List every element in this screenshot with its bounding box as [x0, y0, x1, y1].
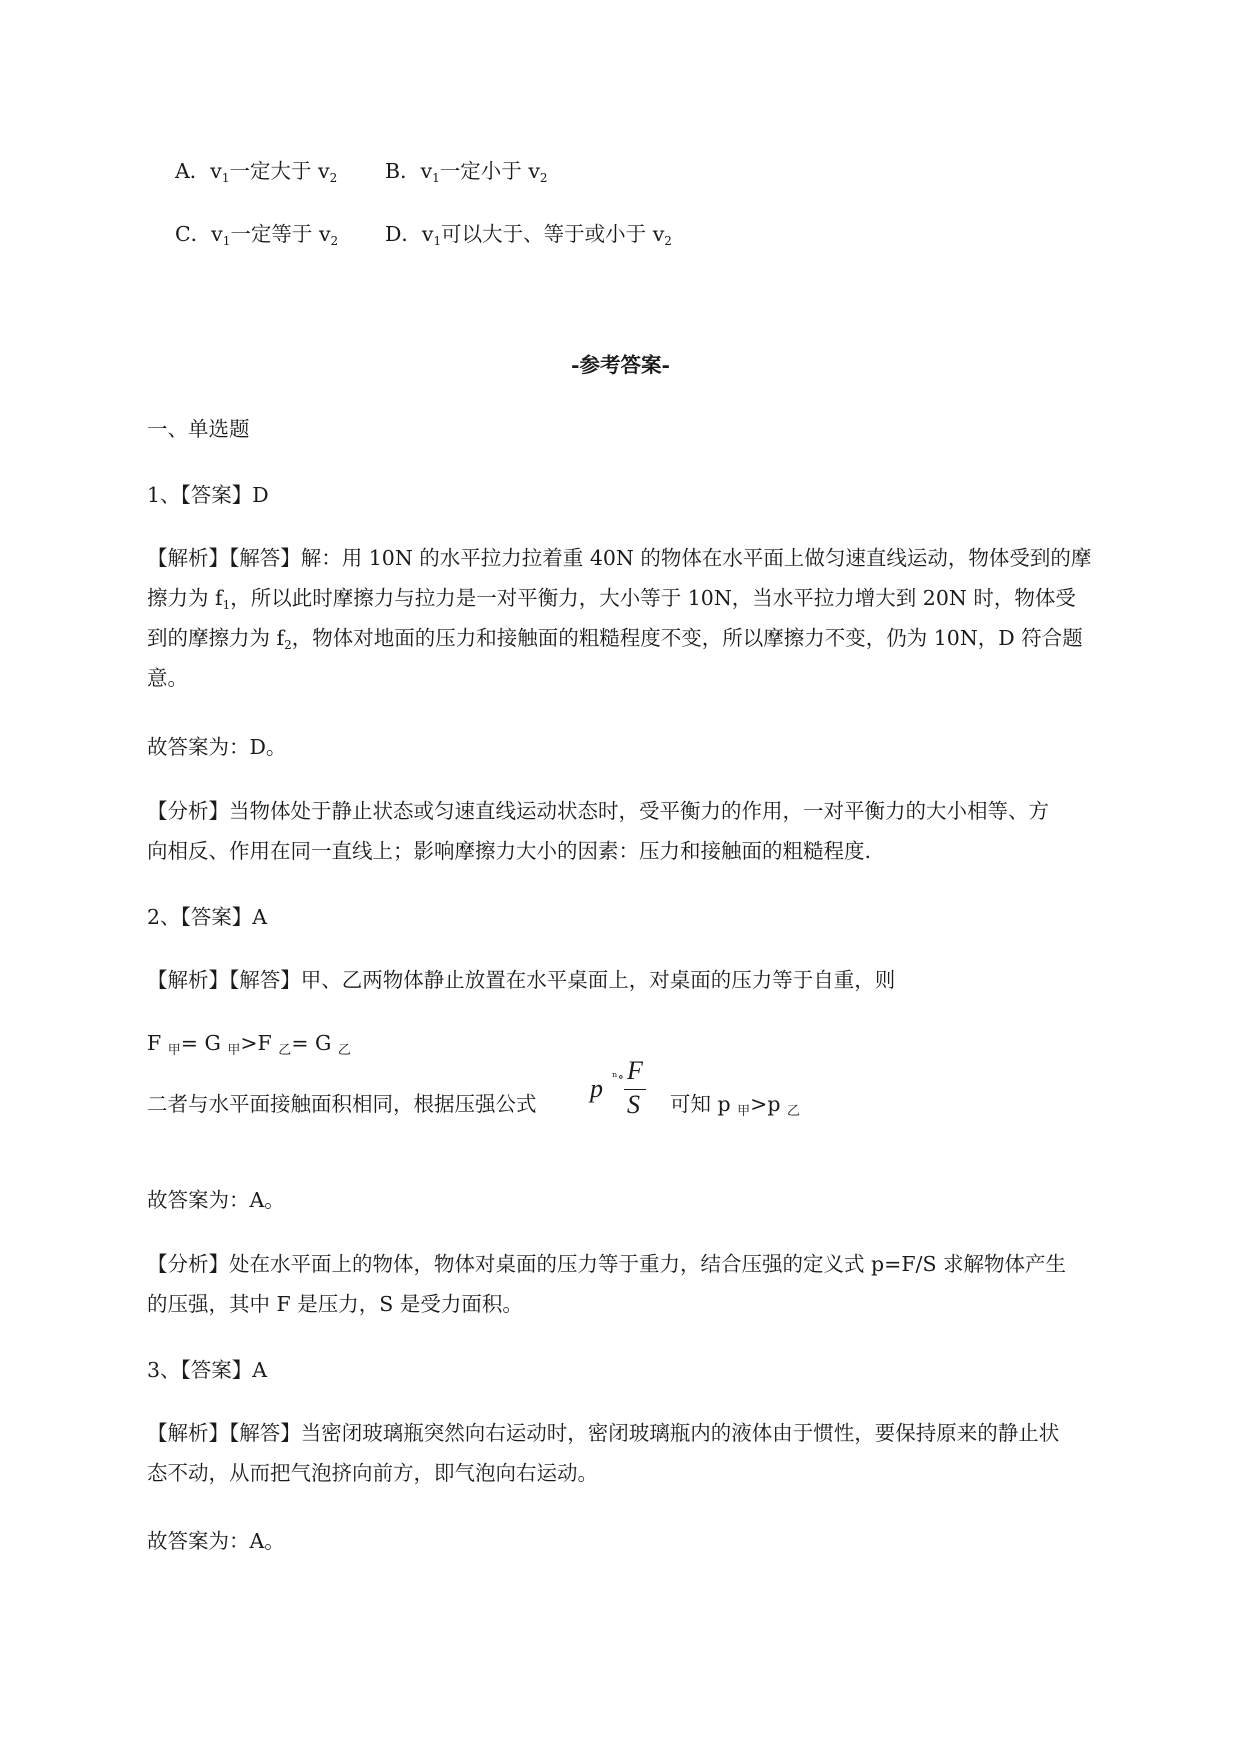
option-c: C．$v_1$一定等于 $v_2$ [175, 222, 339, 248]
option-a: A．$v_1$一定大于 $v_2$ [175, 159, 338, 185]
q1-answer: 1、【答案】D [147, 483, 269, 507]
q2-note-line-1: 【分析】处在水平面上的物体，物体对桌面的压力等于重力，结合压强的定义式 p=F/S 求解物体产生 [147, 1252, 1067, 1276]
q3-analysis [147, 1413, 1147, 1493]
formula-numerator: F [627, 1056, 643, 1085]
q1-analysis-line-1: 【解析】【解答】解：用 10N 的水平拉力拉着重 40N 的物体在水平面上做匀速直线运动，物体受到的摩 [147, 546, 1092, 570]
q2-analysis-line-3b: 可知 p $_甲$>p $_乙$ [670, 1092, 801, 1119]
q1-note-line-2: 向相反、作用在同一直线上；影响摩擦力大小的因素：压力和接触面的粗糙程度. [147, 839, 872, 863]
formula-p: p [590, 1074, 603, 1103]
q2-answer: 2、【答案】A [147, 905, 268, 929]
formula-denominator: S [627, 1090, 640, 1119]
q2-formula: F $_甲$= G $_甲$>F $_乙$= G $_乙$ [147, 1031, 351, 1058]
answer-heading: -参考答案- [570, 353, 671, 377]
q3-analysis-line-2: 态不动，从而把气泡挤向前方，即气泡向右运动。 [147, 1461, 598, 1485]
formula-mark: ⁿ∘ [612, 1070, 624, 1085]
q1-analysis-line-4: 意。 [147, 666, 188, 690]
pressure-formula [590, 1056, 643, 1136]
q1-conclusion: 故答案为：D。 [147, 735, 287, 759]
q1-note-line-1: 【分析】当物体处于静止状态或匀速直线运动状态时，受平衡力的作用，一对平衡力的大小相等、方 [147, 799, 1049, 823]
q1-note [147, 791, 1147, 871]
q1-analysis-line-2: 擦力为 $f_1$，所以此时摩擦力与拉力是一对平衡力，大小等于 10N，当水平拉力增大到 20N 时，物体受 [147, 586, 1076, 612]
q2-note [147, 1244, 1147, 1324]
q2-analysis-line-1: 【解析】【解答】甲、乙两物体静止放置在水平桌面上，对桌面的压力等于自重，则 [147, 968, 896, 992]
q1-analysis [147, 538, 1147, 698]
q1-analysis-line-3: 到的摩擦力为 $f_2$，物体对地面的压力和接触面的粗糙程度不变，所以摩擦力不变，仍为 10N，D 符合题 [147, 626, 1083, 652]
q2-conclusion: 故答案为：A。 [147, 1188, 285, 1212]
q3-analysis-line-1: 【解析】【解答】当密闭玻璃瓶突然向右运动时，密闭玻璃瓶内的液体由于惯性，要保持原来的静止状 [147, 1421, 1060, 1445]
section-title: 一、单选题 [147, 417, 250, 441]
q3-conclusion: 故答案为：A。 [147, 1529, 285, 1553]
option-d: D．$v_1$可以大于、等于或小于 $v_2$ [385, 222, 672, 248]
q2-note-line-2: 的压强，其中 F 是压力，S 是受力面积。 [147, 1292, 523, 1316]
option-b: B．$v_1$一定小于 $v_2$ [385, 159, 548, 185]
q3-answer: 3、【答案】A [147, 1358, 268, 1382]
q2-analysis-line-3: 二者与水平面接触面积相同，根据压强公式 [147, 1092, 537, 1116]
